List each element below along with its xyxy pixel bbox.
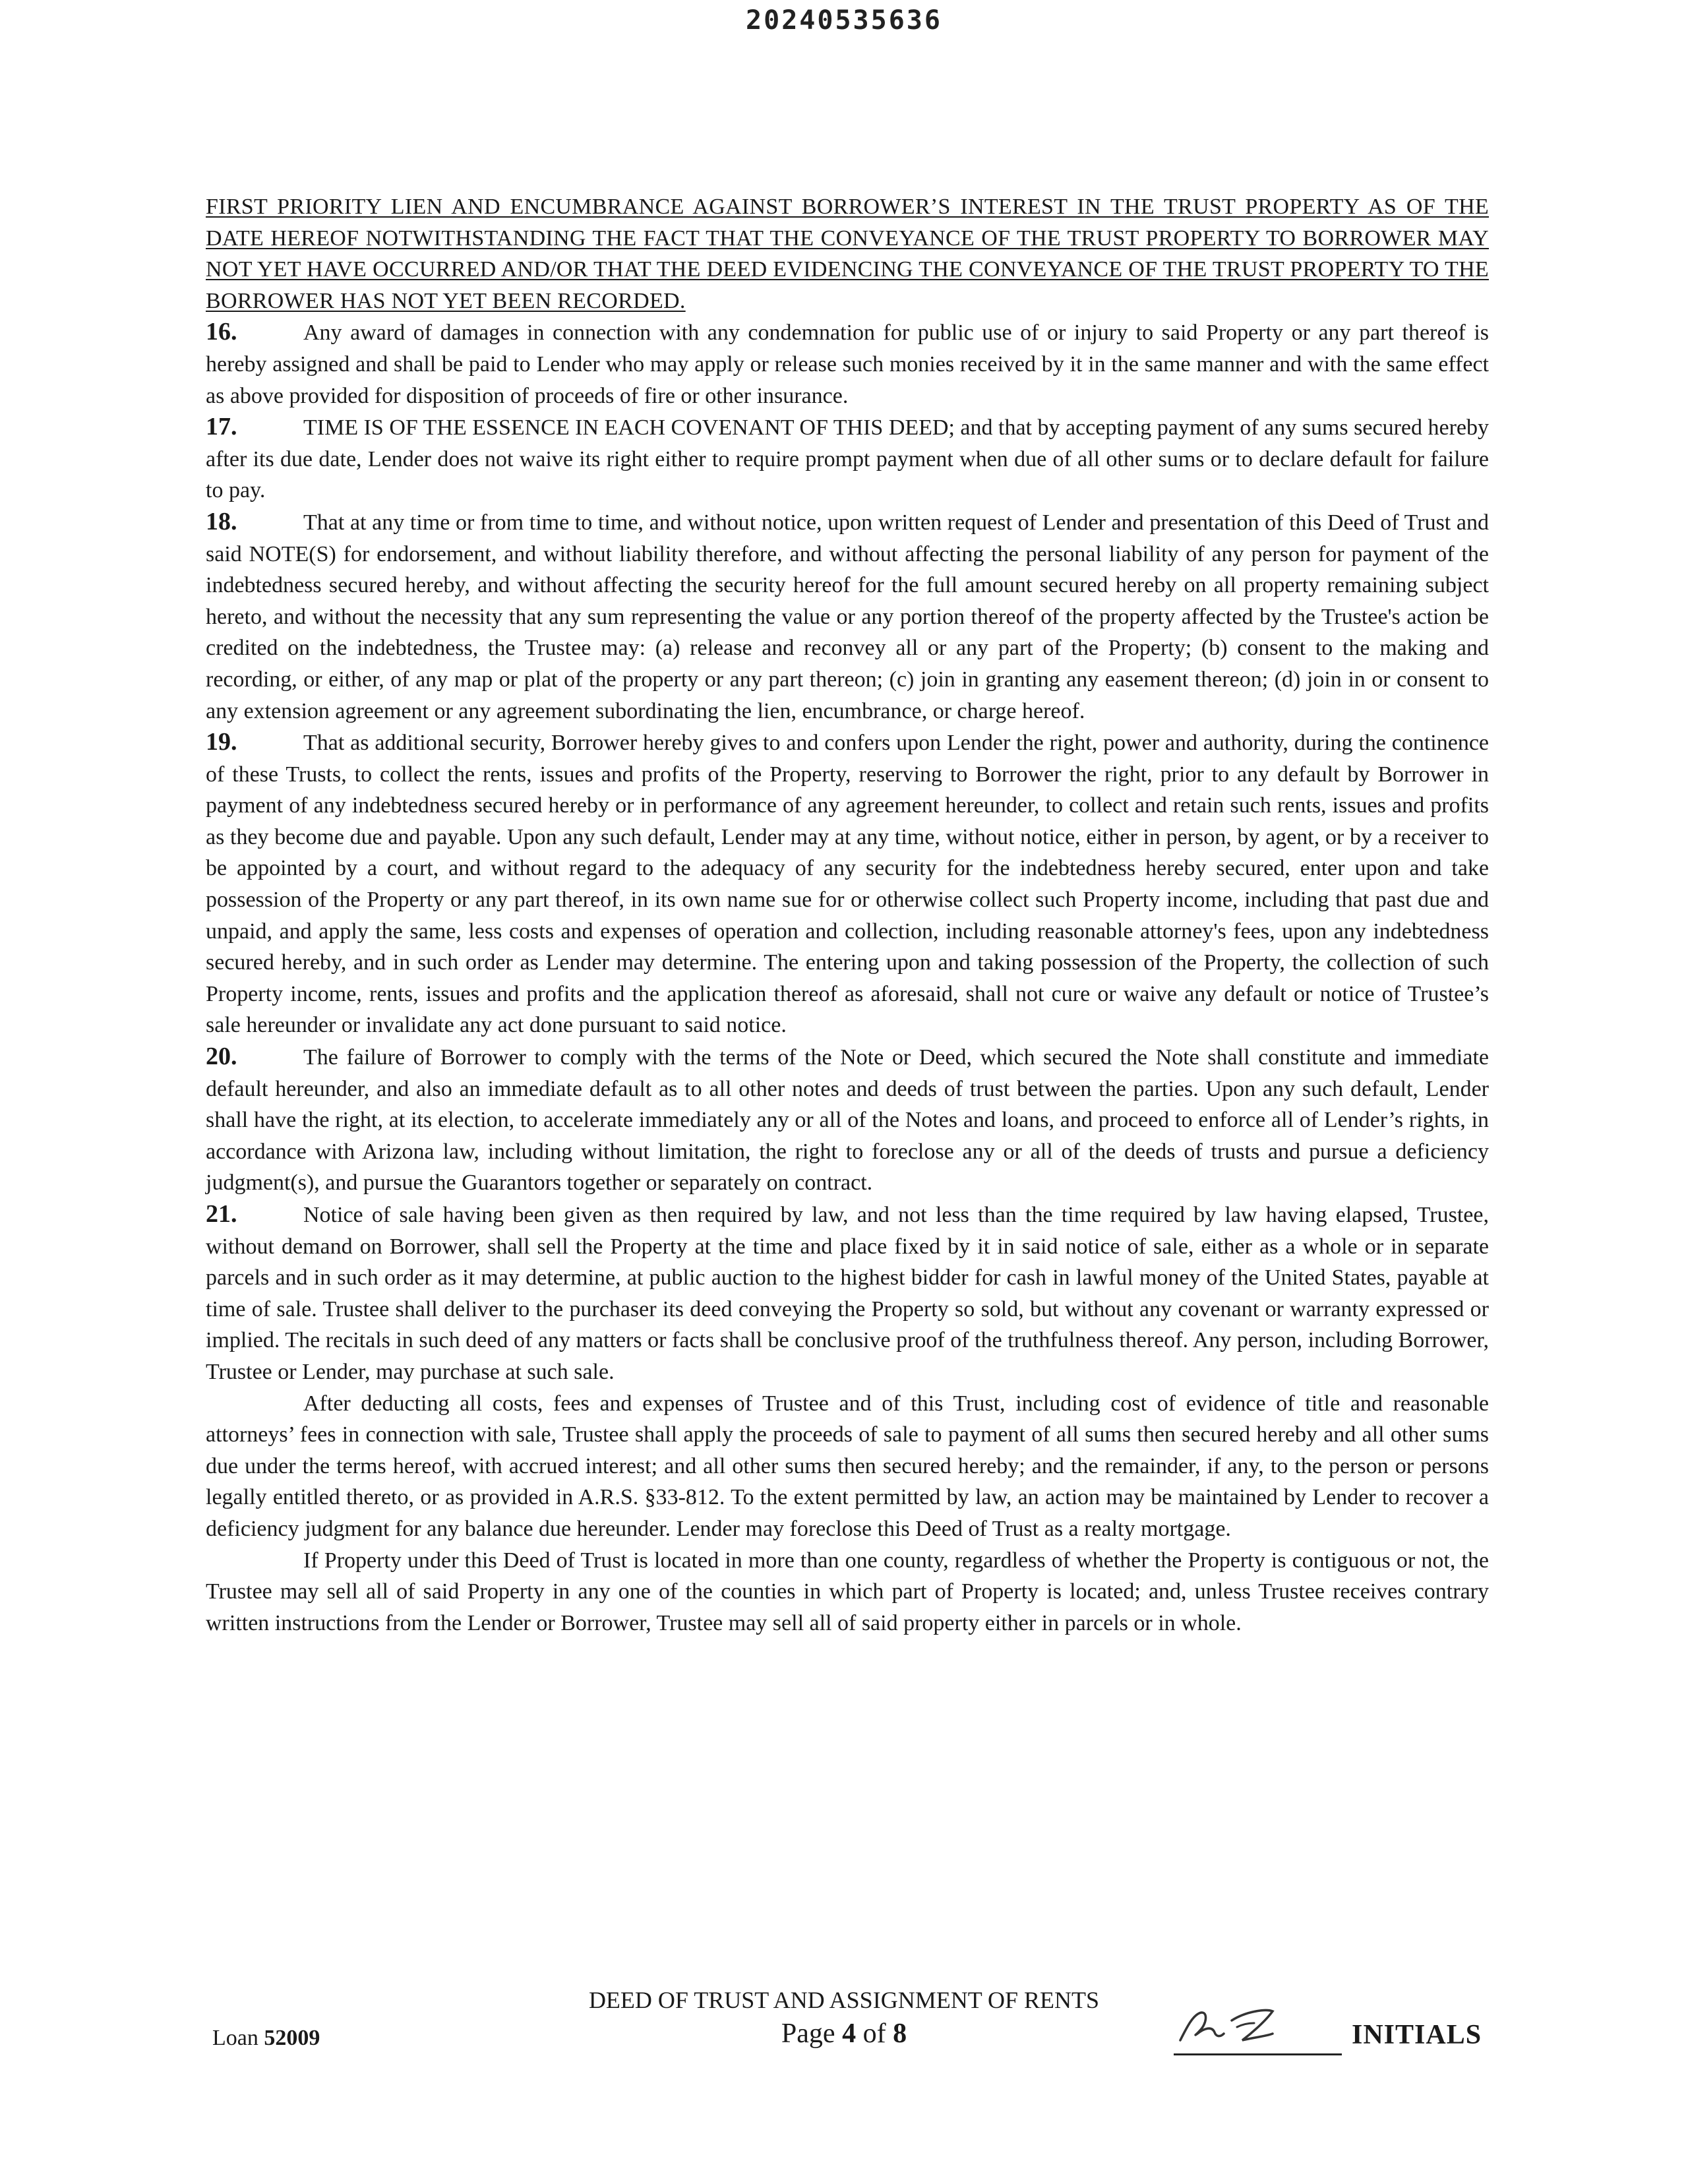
- page-indicator: [514, 2015, 1174, 2052]
- paragraph-17: [206, 411, 1489, 506]
- loan-label: Loan: [212, 2026, 258, 2050]
- paragraph-19: [206, 727, 1489, 1041]
- initials-block: [1174, 1994, 1503, 2060]
- sale-proceeds-paragraph: After deducting all costs, fees and expenses of Trustee and of this Trust, including cost of evidence of title and reasonable attorneys’ fees in connection with sale, Trustee shall apply the proceeds of sale to payment of all sums then secured hereby and all other sums due under the terms hereof, with accrued interest; and all other sums then secured hereby; and the remainder, if any, to the person or persons legally entitled thereto, or as provided in A.R.S. §33-812. To the extent permitted by law, an action may be maintained by Lender to recover a deficiency judgment for any balance due hereunder. Lender may foreclose this Deed of Trust as a realty mortgage.: [206, 1391, 1489, 1541]
- loan-number: 52009: [264, 2026, 320, 2050]
- paragraph-number: 19.: [206, 728, 237, 756]
- footer-center: [514, 1985, 1174, 2052]
- document-title: DEED OF TRUST AND ASSIGNMENT OF RENTS: [588, 1987, 1100, 2013]
- paragraph-number: 17.: [206, 413, 237, 441]
- paragraph-text: Any award of damages in connection with any condemnation for public use of or injury to said Property or any part thereof is hereby assigned and shall be paid to Lender who may apply or release such monies received by it in the same manner and with the same effect as above provided for disposition of proceeds of fire or other insurance.: [206, 320, 1489, 408]
- initials-signature-line: [1174, 2053, 1342, 2055]
- paragraph-text: Notice of sale having been given as then required by law, and not less than the time required by law having elapsed, Trustee, without demand on Borrower, shall sell the Property at the time and place fixed by it in said notice of sale, either as a whole or in separate parcels and in such order as it may determine, at public auction to the highest bidder for cash in lawful money of the United States, payable at time of sale. Trustee shall deliver to the purchaser its deed conveying the Property so sold, but without any covenant or warranty expressed or implied. The recitals in such deed of any matters or facts shall be conclusive proof of the truthfulness thereof. Any person, including Borrower, Trustee or Lender, may purchase at such sale.: [206, 1203, 1489, 1384]
- page-footer: [0, 1985, 1688, 2064]
- loan-reference: [212, 2026, 320, 2051]
- paragraph-text: That as additional security, Borrower hereby gives to and confers upon Lender the right, power and authority, during the continence of these Trusts, to collect the rents, issues and profits of the Property, reserving to Borrower the right, prior to any default by Borrower in payment of any indebtedness secured hereby or in performance of any agreement hereunder, to collect and retain such rents, issues and profits as they become due and payable. Upon any such default, Lender may at any time, without notice, either in person, by agent, or by a receiver to be appointed by a court, and without regard to the adequacy of any security for the indebtedness hereby secured, enter upon and take possession of the Property or any part thereof, in its own name sue for or otherwise collect such Property income, including that past due and unpaid, and apply the same, less costs and expenses of operation and collection, including reasonable attorney's fees, upon any indebtedness secured hereby, and in such order as Lender may determine. The entering upon and taking possession of the Property, the collection of such Property income, rents, issues and profits and the application thereof as aforesaid, shall not cure or waive any default or notice of Trustee’s sale hereunder or invalidate any act done pursuant to said notice.: [206, 731, 1489, 1038]
- multi-county-paragraph: If Property under this Deed of Trust is located in more than one county, regardless of whether the Property is contiguous or not, the Trustee may sell all of said Property in any one of the counties in which part of Property is located; and, unless Trustee receives contrary written instructions from the Lender or Borrower, Trustee may sell all of said property either in parcels or in whole.: [206, 1548, 1489, 1635]
- paragraph-number: 20.: [206, 1043, 237, 1071]
- paragraph-number: 21.: [206, 1200, 237, 1228]
- page-total: 8: [893, 2018, 907, 2049]
- paragraph-18: [206, 506, 1489, 727]
- paragraph-20: [206, 1041, 1489, 1199]
- page-of: of: [862, 2018, 886, 2049]
- paragraph-text: That at any time or from time to time, and without notice, upon written request of Lender and presentation of this Deed of Trust and said NOTE(S) for endorsement, and without liability therefore, and without affecting the personal liability of any person for payment of the indebtedness secured hereby, and without affecting the security hereof for the full amount secured hereby on all property remaining subject hereto, and without the necessity that any sum representing the value or any portion thereof of the property affected by the Trustee's action be credited on the indebtedness, the Trustee may: (a) release and reconvey all or any part of the Property; (b) consent to the making and recording, or either, of any map or plat of the property or any part thereon; (c) join in granting any easement thereon; (d) join in or consent to any extension agreement or any agreement subordinating the lien, encumbrance, or charge hereof.: [206, 510, 1489, 723]
- first-priority-lien-clause: FIRST PRIORITY LIEN AND ENCUMBRANCE AGAINST BORROWER’S INTEREST IN THE TRUST PROPERTY AS OF THE DATE HEREOF NOTWITHSTANDING THE FACT THAT THE CONVEYANCE OF THE TRUST PROPERTY TO BORROWER MAY NOT YET HAVE OCCURRED AND/OR THAT THE DEED EVIDENCING THE CONVEYANCE OF THE TRUST PROPERTY TO THE BORROWER HAS NOT YET BEEN RECORDED.: [206, 195, 1489, 313]
- paragraph-number: 16.: [206, 318, 237, 346]
- paragraph-text: TIME IS OF THE ESSENCE IN EACH COVENANT OF THIS DEED; and that by accepting payment of any sums secured hereby after its due date, Lender does not waive its right either to require prompt payment when due of all other sums or to declare default for failure to pay.: [206, 415, 1489, 503]
- initials-label: INITIALS: [1352, 2020, 1482, 2050]
- page-label: Page: [781, 2018, 835, 2049]
- paragraph-text: The failure of Borrower to comply with the terms of the Note or Deed, which secured the Note shall constitute and immediate default hereunder, and also an immediate default as to all other notes and deeds of trust between the parties. Upon any such default, Lender shall have the right, at its election, to accelerate immediately any or all of the Notes and loans, and proceed to enforce all of Lender’s rights, in accordance with Arizona law, including without limitation, the right to foreclose any or all of the deeds of trusts and pursue a deficiency judgment(s), and pursue the Guarantors together or separately on contract.: [206, 1045, 1489, 1196]
- handwritten-initials-signature: [1174, 1994, 1345, 2052]
- paragraph-16: [206, 317, 1489, 411]
- recording-number: 20240535636: [746, 5, 942, 36]
- paragraph-21: [206, 1199, 1489, 1388]
- document-body: [206, 191, 1489, 1639]
- paragraph-number: 18.: [206, 507, 237, 535]
- page-current: 4: [842, 2018, 857, 2049]
